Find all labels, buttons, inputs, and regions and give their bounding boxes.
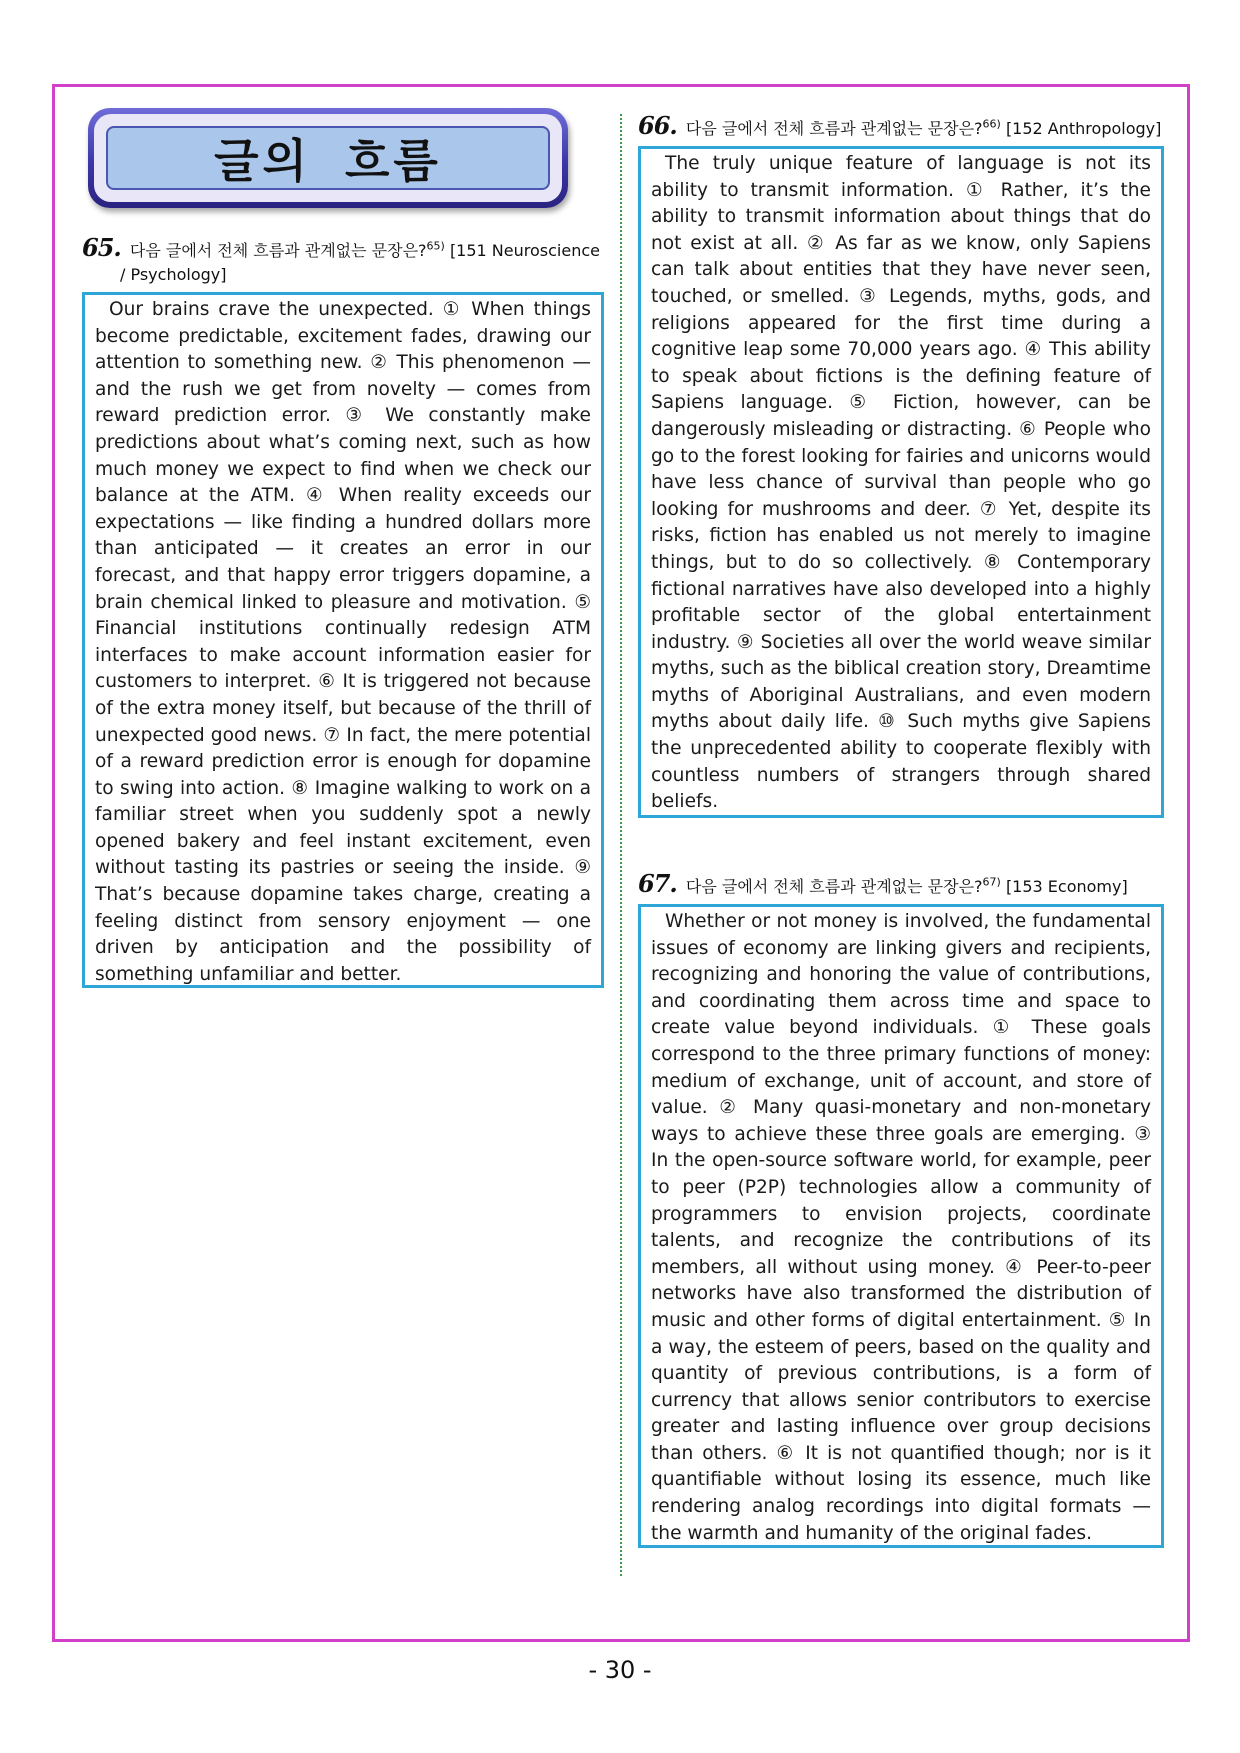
question-prompt: 다음 글에서 전체 흐름과 관계없는 문장은? [685, 119, 983, 138]
question-66-header [638, 111, 1178, 141]
section-banner [88, 108, 568, 208]
question-source: [151 Neuroscience [449, 241, 600, 260]
footnote-ref: 65) [426, 239, 445, 253]
column-divider [620, 114, 622, 1576]
question-67-header [638, 869, 1178, 899]
banner-panel [106, 126, 550, 190]
question-source: [153 Economy] [1005, 877, 1128, 896]
question-prompt: 다음 글에서 전체 흐름과 관계없는 문장은? [685, 877, 983, 896]
question-prompt: 다음 글에서 전체 흐름과 관계없는 문장은? [129, 241, 427, 260]
page-number: - 30 - [588, 1656, 652, 1684]
question-source: [152 Anthropology] [1005, 119, 1162, 138]
question-number: 65. [82, 233, 121, 262]
section-title: 글의 흐름 [214, 134, 442, 188]
banner-border [94, 114, 562, 202]
passage-text: The truly unique feature of language is not its ability to transmit information. ① Rather, it’s the ability to transmit information about things that do not exist at all. ② As far as we know, only Sapiens can talk about entities that they have never seen, touched, or smelled. ③ Legends, myths, gods, and religions appeared for the first time during a cognitive leap some 70,000 years ago. ④ This ability to speak about fictions is the defining feature of Sapiens language. ⑤ Fiction, however, can be dangerously misleading or distracting. ⑥ People who go to the forest looking for fairies and unicorns would have less chance of survival than people who go looking for mushrooms and deer. ⑦ Yet, despite its risks, fiction has enabled us not merely to imagine things, but to do so collectively. ⑧ Contemporary fictional narratives have also developed into a highly profitable sector of the global entertainment industry. ⑨ Societies all over the world weave similar myths, such as the biblical creation story, Dreamtime myths of Aboriginal Australians, and even modern myths about daily life. ⑩ Such myths give Sapiens the unprecedented ability to cooperate flexibly with countless numbers of strangers through shared beliefs. [651, 153, 1151, 813]
passage-text: Our brains crave the unexpected. ① When things become predictable, excitement fades, drawing our attention to something new. ② This phenomenon — and the rush we get from novelty — comes from reward prediction error. ③ We constantly make predictions about what’s coming next, such as how much money we expect to find when we check our balance at the ATM. ④ When reality exceeds our expectations — like finding a hundred dollars more than anticipated — it creates an error in our forecast, and that happy error triggers dopamine, a brain chemical linked to pleasure and motivation. ⑤ Financial institutions continually redesign ATM interfaces to make account information easier for customers to interpret. ⑥ It is triggered not because of the extra money itself, but because of the thrill of unexpected good news. ⑦ In fact, the mere potential of a reward prediction error is enough for dopamine to swing into action. ⑧ Imagine walking to work on a familiar street when you suddenly spot a newly opened bakery and feel instant excitement, even without tasting its pastries or seeing the inside. ⑨ That’s because dopamine takes charge, creating a feeling distinct from sensory enjoyment — one driven by anticipation and the possibility of something unfamiliar and better. [95, 299, 591, 985]
question-65-header [82, 233, 612, 287]
question-67-passage [638, 904, 1164, 1548]
question-number: 66. [638, 111, 677, 140]
question-66-passage [638, 146, 1164, 818]
question-65-passage [82, 292, 604, 988]
footnote-ref: 67) [982, 875, 1001, 889]
question-source-continued: / Psychology] [120, 265, 227, 284]
footnote-ref: 66) [982, 117, 1001, 131]
passage-text: Whether or not money is involved, the fundamental issues of economy are linking givers and recipients, recognizing and honoring the value of contributions, and coordinating them across time and space to create value beyond individuals. ① These goals correspond to the three primary functions of money: medium of exchange, unit of account, and store of value. ② Many quasi-monetary and non-monetary ways to achieve these three goals are emerging. ③ In the open-source software world, for example, peer to peer (P2P) technologies allow a community of programmers to envision projects, coordinate talents, and recognize the contributions of its members, all without using money. ④ Peer-to-peer networks have also transformed the distribution of music and other forms of digital entertainment. ⑤ In a way, the esteem of peers, based on the quality and quantity of previous contributions, is a form of currency that allows senior contributors to exercise greater and lasting influence over group decisions than others. ⑥ It is not quantified though; nor is it quantifiable without losing its essence, much like rendering analog recordings into digital formats — the warmth and humanity of the original fades. [651, 911, 1151, 1544]
question-number: 67. [638, 869, 677, 898]
